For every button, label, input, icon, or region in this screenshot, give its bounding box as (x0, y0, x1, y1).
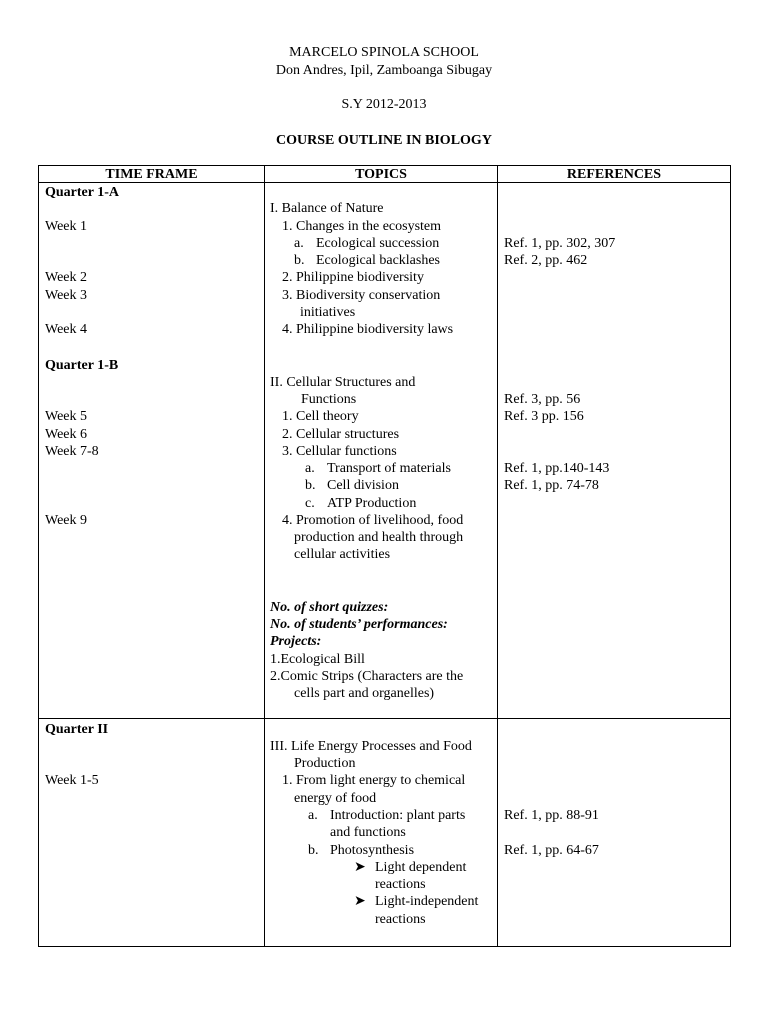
topic-item-continued: production and health through (294, 530, 464, 545)
table-border-right (730, 165, 731, 947)
reference-item: Ref. 1, pp. 64-67 (504, 843, 599, 858)
topic-unit-heading: III. Life Energy Processes and Food (270, 739, 472, 754)
reference-item: Ref. 1, pp.140-143 (504, 461, 610, 476)
topic-subitem-marker: a. (308, 808, 318, 823)
table-border-bottom (38, 946, 731, 947)
table-row-divider (38, 718, 731, 719)
reference-item: Ref. 1, pp. 88-91 (504, 808, 599, 823)
topic-subitem: Ecological backlashes (316, 253, 441, 268)
topic-item: 1. Changes in the ecosystem (282, 219, 442, 234)
topic-unit-heading-continued: Production (294, 756, 356, 771)
topic-unit-heading: II. Cellular Structures and (270, 375, 416, 390)
week-label: Week 7-8 (45, 444, 99, 459)
school-year: S.Y 2012-2013 (341, 97, 427, 112)
topic-bullet-item: Light dependent (375, 860, 467, 875)
week-label: Week 4 (45, 322, 88, 337)
arrow-bullet-icon: ➤ (354, 894, 366, 909)
week-label: Week 1-5 (45, 773, 99, 788)
topic-item-continued: initiatives (300, 305, 356, 320)
column-divider-1 (264, 165, 265, 947)
reference-item: Ref. 1, pp. 302, 307 (504, 236, 616, 251)
week-label: Week 2 (45, 270, 88, 285)
project-item: 2.Comic Strips (Characters are the (270, 669, 464, 684)
topic-item-continued: cellular activities (294, 547, 391, 562)
topic-item: 1. Cell theory (282, 409, 359, 424)
topic-item: 2. Cellular structures (282, 427, 400, 442)
topic-item: 3. Biodiversity conservation (282, 288, 441, 303)
topic-subitem-continued: and functions (330, 825, 406, 840)
topic-item: 1. From light energy to chemical (282, 773, 466, 788)
quarter-2-label: Quarter II (45, 722, 109, 737)
assessment-performances-label: No. of students’ performances: (270, 617, 448, 632)
reference-item: Ref. 3, pp. 56 (504, 392, 581, 407)
quarter-1b-label: Quarter 1-B (45, 358, 119, 373)
week-label: Week 3 (45, 288, 88, 303)
topic-bullet-item: Light-independent (375, 894, 479, 909)
project-item-continued: cells part and organelles) (294, 686, 435, 701)
column-header-topics: TOPICS (355, 167, 407, 182)
topic-item-continued: energy of food (294, 791, 377, 806)
reference-item: Ref. 3 pp. 156 (504, 409, 584, 424)
reference-item: Ref. 1, pp. 74-78 (504, 478, 599, 493)
reference-item: Ref. 2, pp. 462 (504, 253, 588, 268)
topic-subitem: Ecological succession (316, 236, 440, 251)
topic-subitem-marker: c. (305, 496, 315, 511)
topic-subitem-marker: a. (294, 236, 304, 251)
column-header-references: REFERENCES (566, 167, 662, 182)
topic-subitem-marker: b. (305, 478, 316, 493)
topic-item: 4. Promotion of livelihood, food (282, 513, 464, 528)
school-name: MARCELO SPINOLA SCHOOL (289, 45, 479, 60)
column-header-time-frame: TIME FRAME (105, 167, 198, 182)
topic-subitem-marker: b. (294, 253, 305, 268)
topic-item: 2. Philippine biodiversity (282, 270, 424, 285)
quarter-1a-label: Quarter 1-A (45, 185, 119, 200)
week-label: Week 6 (45, 427, 88, 442)
column-divider-2 (497, 165, 498, 947)
topic-unit-heading: I. Balance of Nature (270, 201, 384, 216)
topic-subitem-marker: b. (308, 843, 319, 858)
topic-item: 3. Cellular functions (282, 444, 397, 459)
project-item: 1.Ecological Bill (270, 652, 365, 667)
topic-subitem: Transport of materials (327, 461, 451, 476)
topic-subitem: ATP Production (327, 496, 417, 511)
week-label: Week 5 (45, 409, 88, 424)
week-label: Week 9 (45, 513, 88, 528)
topic-unit-heading-continued: Functions (301, 392, 357, 407)
week-label: Week 1 (45, 219, 88, 234)
topic-bullet-item-continued: reactions (375, 877, 426, 892)
arrow-bullet-icon: ➤ (354, 860, 366, 875)
projects-label: Projects: (270, 634, 322, 649)
assessment-quizzes-label: No. of short quizzes: (270, 600, 389, 615)
topic-bullet-item-continued: reactions (375, 912, 426, 927)
topic-subitem: Photosynthesis (330, 843, 415, 858)
document-title: COURSE OUTLINE IN BIOLOGY (276, 133, 492, 148)
topic-subitem-marker: a. (305, 461, 315, 476)
topic-subitem: Cell division (327, 478, 399, 493)
table-border-left (38, 165, 39, 947)
topic-subitem: Introduction: plant parts (330, 808, 466, 823)
school-address: Don Andres, Ipil, Zamboanga Sibugay (275, 63, 493, 78)
topic-item: 4. Philippine biodiversity laws (282, 322, 454, 337)
